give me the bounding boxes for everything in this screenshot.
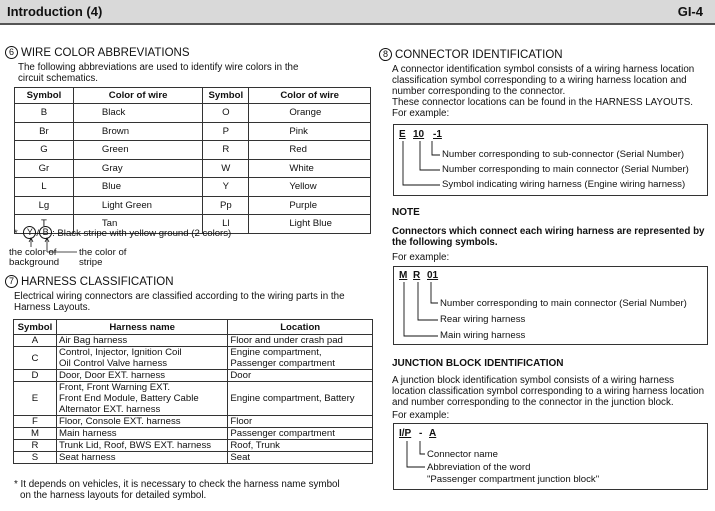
note-label-main-connector: Number corresponding to main connector (Serial Number) bbox=[440, 298, 687, 309]
page-number: GI-4 bbox=[677, 4, 703, 19]
harness-location-cell: Passenger compartment bbox=[228, 428, 373, 440]
symbol-cell: Gr bbox=[15, 159, 74, 178]
color-cell: Green bbox=[73, 141, 203, 160]
junction-label-abbrev: Abbreviation of the word bbox=[427, 462, 531, 473]
harness-section-title: 7 HARNESS CLASSIFICATION bbox=[5, 275, 174, 288]
color-cell: Light Blue bbox=[249, 215, 371, 234]
symbol-cell: Pp bbox=[203, 196, 249, 215]
harness-intro: Electrical wiring connectors are classified according to the wiring parts in the Harness Layouts. bbox=[14, 291, 345, 313]
harness-symbol-cell: D bbox=[14, 370, 57, 382]
junction-label-connector: Connector name bbox=[427, 449, 498, 460]
junction-example-label: For example: bbox=[392, 410, 450, 421]
harness-name-cell: Air Bag harness bbox=[56, 335, 227, 347]
black-circle-symbol: B bbox=[39, 226, 52, 239]
harness-symbol-cell: A bbox=[14, 335, 57, 347]
harness-symbol-cell: E bbox=[14, 382, 57, 416]
col-harness-name: Harness name bbox=[56, 320, 227, 335]
harness-name-cell: Front, Front Warning EXT. Front End Module, Battery Cable Alternator EXT. harness bbox=[56, 382, 227, 416]
color-cell: Brown bbox=[73, 122, 203, 141]
section-number-6: 6 bbox=[5, 46, 18, 59]
color-cell: Yellow bbox=[249, 178, 371, 197]
harness-location-cell: Engine compartment, Battery bbox=[228, 382, 373, 416]
connector-label-sub: Number corresponding to sub-connector (Serial Number) bbox=[442, 149, 685, 160]
col-color: Color of wire bbox=[73, 88, 203, 104]
harness-name-cell: Control, Injector, Ignition Coil Oil Control Valve harness bbox=[56, 347, 227, 370]
color-cell: White bbox=[249, 159, 371, 178]
harness-symbol-cell: C bbox=[14, 347, 57, 370]
symbol-cell: Br bbox=[15, 122, 74, 141]
connector-label-harness: Symbol indicating wiring harness (Engine wiring harness) bbox=[442, 179, 686, 190]
color-cell: Orange bbox=[249, 104, 371, 123]
harness-footnote: * It depends on vehicles, it is necessary to check the harness name symbol on the harness layouts for detailed symbol. bbox=[14, 479, 340, 501]
harness-name-cell: Seat harness bbox=[56, 452, 227, 464]
symbol-cell: L bbox=[15, 178, 74, 197]
symbol-cell: T bbox=[15, 215, 74, 234]
connector-intro: A connector identification symbol consists of a wiring harness location classification symbol corresponding to a wiring harness location and number corresponding to the connector. These connector locations can be found in the HARNESS LAYOUTS. bbox=[392, 64, 695, 108]
junction-label-word: "Passenger compartment junction block" bbox=[427, 474, 600, 485]
stripe-caption: the color of stripe bbox=[79, 247, 127, 268]
note-title: NOTE bbox=[392, 207, 420, 218]
harness-name-cell: Floor, Console EXT. harness bbox=[56, 416, 227, 428]
note-label-main-harness: Main wiring harness bbox=[440, 330, 526, 341]
harness-name-cell: Trunk Lid, Roof, BWS EXT. harness bbox=[56, 440, 227, 452]
col-symbol: Symbol bbox=[14, 320, 57, 335]
symbol-cell: R bbox=[203, 141, 249, 160]
wire-color-intro: The following abbreviations are used to identify wire colors in the circuit schematics. bbox=[18, 62, 299, 84]
junction-title: JUNCTION BLOCK IDENTIFICATION bbox=[392, 358, 564, 369]
connector-label-main: Number corresponding to main connector (Serial Number) bbox=[442, 164, 689, 175]
harness-location-cell: Roof, Trunk bbox=[228, 440, 373, 452]
page-title: Introduction (4) bbox=[7, 4, 103, 19]
harness-location-cell: Floor bbox=[228, 416, 373, 428]
stripe-example: * Y / B : Black stripe with yellow ground (2 colors) bbox=[14, 227, 232, 239]
color-cell: Light Green bbox=[73, 196, 203, 215]
symbol-cell: Y bbox=[203, 178, 249, 197]
harness-location-cell: Seat bbox=[228, 452, 373, 464]
color-cell: Blue bbox=[73, 178, 203, 197]
color-cell: Black bbox=[73, 104, 203, 123]
harness-location-cell: Floor and under crash pad bbox=[228, 335, 373, 347]
color-cell: Red bbox=[249, 141, 371, 160]
connector-example-label: For example: bbox=[392, 108, 450, 119]
note-text: Connectors which connect each wiring harness are represented by the following symbols. bbox=[392, 226, 705, 248]
connector-section-title: 8 CONNECTOR IDENTIFICATION bbox=[379, 48, 563, 61]
section-number-7: 7 bbox=[5, 275, 18, 288]
color-cell: Tan bbox=[73, 215, 203, 234]
harness-name-cell: Main harness bbox=[56, 428, 227, 440]
yellow-circle-symbol: Y bbox=[23, 226, 36, 239]
junction-intro: A junction block identification symbol consists of a wiring harness location classification symbol corresponding to a wiring harness location and number corresponding to the connector in the junction block. bbox=[392, 375, 705, 408]
wire-color-section-title: 6 WIRE COLOR ABBREVIATIONS bbox=[5, 46, 190, 59]
symbol-cell: B bbox=[15, 104, 74, 123]
color-cell: Purple bbox=[249, 196, 371, 215]
background-caption: the color of background bbox=[9, 247, 60, 268]
color-cell: Pink bbox=[249, 122, 371, 141]
symbol-cell: O bbox=[203, 104, 249, 123]
harness-location-cell: Engine compartment, Passenger compartment bbox=[228, 347, 373, 370]
note-example-label: For example: bbox=[392, 252, 450, 263]
section-number-8: 8 bbox=[379, 48, 392, 61]
harness-symbol-cell: F bbox=[14, 416, 57, 428]
harness-location-cell: Door bbox=[228, 370, 373, 382]
symbol-cell: Ll bbox=[203, 215, 249, 234]
harness-name-cell: Door, Door EXT. harness bbox=[56, 370, 227, 382]
col-location: Location bbox=[228, 320, 373, 335]
col-symbol-2: Symbol bbox=[203, 88, 249, 104]
col-color-2: Color of wire bbox=[249, 88, 371, 104]
symbol-cell: P bbox=[203, 122, 249, 141]
harness-symbol-cell: M bbox=[14, 428, 57, 440]
symbol-cell: G bbox=[15, 141, 74, 160]
col-symbol: Symbol bbox=[15, 88, 74, 104]
note-label-rear: Rear wiring harness bbox=[440, 314, 526, 325]
symbol-cell: Lg bbox=[15, 196, 74, 215]
symbol-cell: W bbox=[203, 159, 249, 178]
color-cell: Gray bbox=[73, 159, 203, 178]
stripe-description: : Black stripe with yellow ground (2 colors) bbox=[52, 228, 232, 239]
harness-symbol-cell: S bbox=[14, 452, 57, 464]
harness-symbol-cell: R bbox=[14, 440, 57, 452]
